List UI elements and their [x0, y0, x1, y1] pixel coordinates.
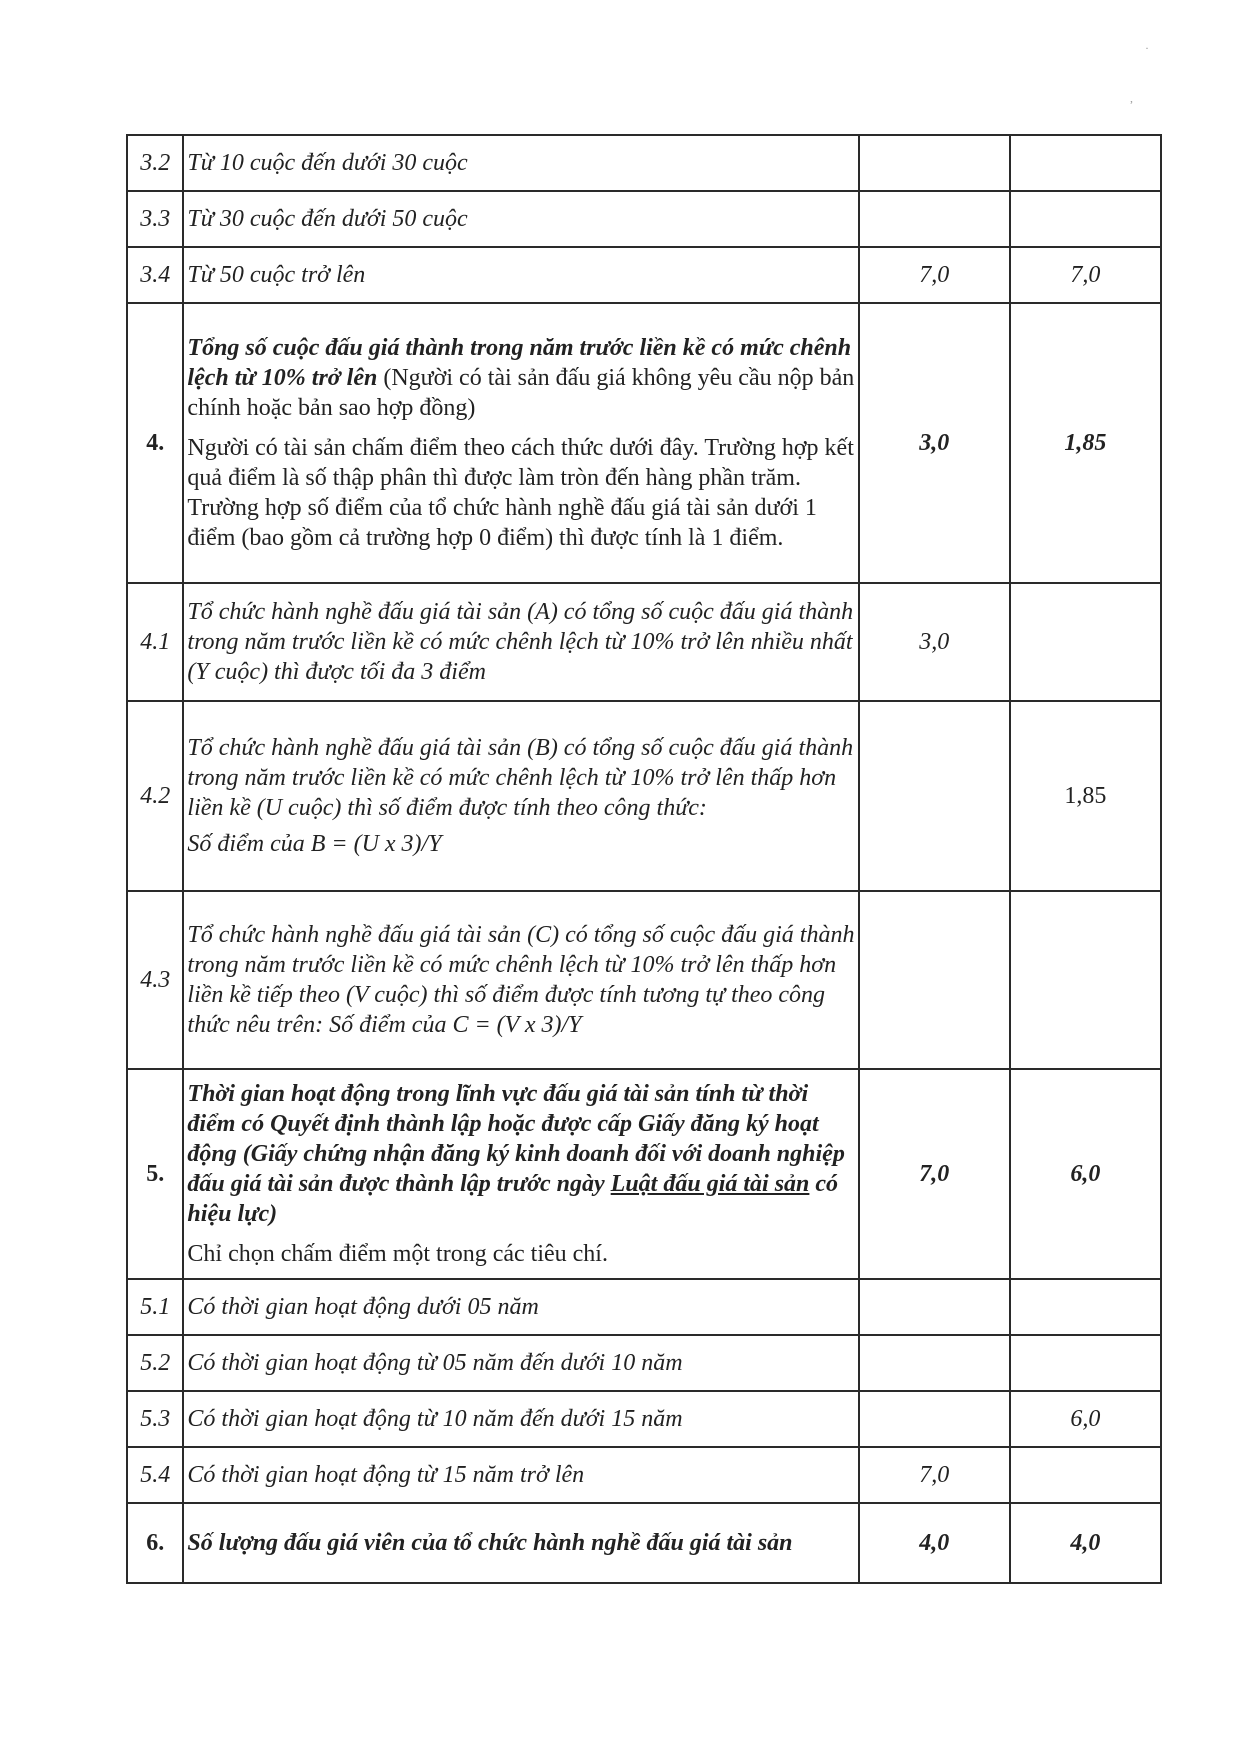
- awarded-score: [1010, 191, 1161, 247]
- row-number: 4.3: [127, 891, 183, 1069]
- table-row: [127, 1279, 1161, 1335]
- criterion-title-part: có hiệu lực): [187, 1171, 839, 1227]
- max-score: [859, 701, 1010, 891]
- max-score: [859, 1391, 1010, 1447]
- table-row: [127, 891, 1161, 1069]
- criterion-note: (Người có tài sản đấu giá không yêu cầu nộp bản chính hoặc bản sao hợp đồng): [187, 365, 855, 421]
- awarded-score: [1010, 1279, 1161, 1335]
- awarded-score: 6,0: [1010, 1391, 1161, 1447]
- criterion-text: Tổ chức hành nghề đấu giá tài sản (C) có tổng số cuộc đấu giá thành trong năm trước liền kề có mức chênh lệch từ 10% trở lên thấp hơn liền kề tiếp theo (V cuộc) thì số điểm được tính tương tự theo công thức nêu trên: Số điểm của C = (V x 3)/Y: [183, 891, 858, 1069]
- max-score: [859, 1279, 1010, 1335]
- table-row: [127, 135, 1161, 191]
- scan-speck: ,: [1130, 91, 1133, 105]
- criterion-body: Người có tài sản chấm điểm theo cách thức dưới đây. Trường hợp kết quả điểm là số thập phân thì được làm tròn đến hàng phần trăm. Trường hợp số điểm của tổ chức hành nghề đấu giá tài sản dưới 1 điểm (bao gồm cả trường hợp 0 điểm) thì được tính là 1 điểm.: [187, 435, 854, 551]
- criterion-heading: [187, 333, 855, 423]
- row-number: 5.2: [127, 1335, 183, 1391]
- criterion-text: Có thời gian hoạt động từ 10 năm đến dưới 15 năm: [183, 1391, 858, 1447]
- criterion-title: Tổng số cuộc đấu giá thành trong năm trước liền kề có mức chênh lệch từ 10% trở lên: [187, 335, 852, 391]
- row-number: 6.: [127, 1503, 183, 1583]
- criterion-title-part: Thời gian hoạt động trong lĩnh vực đấu giá tài sản tính từ thời điểm có Quyết định thành lập hoặc được cấp Giấy đăng ký hoạt động (Giấy chứng nhận đăng ký kinh doanh đối với doanh nghiệp đấu giá tài sản được thành lập trước ngày: [187, 1081, 845, 1197]
- table-row: [127, 1335, 1161, 1391]
- max-score: [859, 891, 1010, 1069]
- row-number: 4.1: [127, 583, 183, 701]
- awarded-score: [1010, 891, 1161, 1069]
- awarded-score: 4,0: [1010, 1503, 1161, 1583]
- row-number: 5.4: [127, 1447, 183, 1503]
- scoring-table: [126, 134, 1162, 1584]
- row-number: 3.4: [127, 247, 183, 303]
- awarded-score: 1,85: [1010, 701, 1161, 891]
- row-number: 5.1: [127, 1279, 183, 1335]
- table-row: [127, 583, 1161, 701]
- criterion-title: [187, 1079, 855, 1229]
- row-number: 3.3: [127, 191, 183, 247]
- scan-speck: ·: [1145, 41, 1149, 55]
- row-number: 4.: [127, 303, 183, 583]
- criterion-text: Có thời gian hoạt động dưới 05 năm: [183, 1279, 858, 1335]
- max-score: 7,0: [859, 1447, 1010, 1503]
- max-score: 7,0: [859, 247, 1010, 303]
- criterion-body: Chỉ chọn chấm điểm một trong các tiêu chí.: [187, 1241, 608, 1267]
- awarded-score: 7,0: [1010, 247, 1161, 303]
- criterion-text: Có thời gian hoạt động từ 05 năm đến dưới 10 năm: [183, 1335, 858, 1391]
- table-row: [127, 1447, 1161, 1503]
- awarded-score: 1,85: [1010, 303, 1161, 583]
- max-score: [859, 135, 1010, 191]
- criterion-cell: [183, 303, 858, 583]
- criterion-text: Từ 10 cuộc đến dưới 30 cuộc: [183, 135, 858, 191]
- max-score: [859, 191, 1010, 247]
- criterion-text: Từ 30 cuộc đến dưới 50 cuộc: [183, 191, 858, 247]
- law-name: Luật đấu giá tài sản: [610, 1171, 810, 1197]
- criterion-cell: [183, 1069, 858, 1279]
- table-row: [127, 247, 1161, 303]
- awarded-score: [1010, 1447, 1161, 1503]
- criterion-text: Từ 50 cuộc trở lên: [183, 247, 858, 303]
- criterion-formula: Số điểm của B = (U x 3)/Y: [187, 831, 442, 857]
- max-score: 7,0: [859, 1069, 1010, 1279]
- criterion-text: Có thời gian hoạt động từ 15 năm trở lên: [183, 1447, 858, 1503]
- row-number: 5.: [127, 1069, 183, 1279]
- awarded-score: 6,0: [1010, 1069, 1161, 1279]
- table-row: [127, 1503, 1161, 1583]
- max-score: 3,0: [859, 303, 1010, 583]
- criterion-cell: [183, 701, 858, 891]
- table-row: [127, 1391, 1161, 1447]
- row-number: 3.2: [127, 135, 183, 191]
- criterion-text: Tổ chức hành nghề đấu giá tài sản (B) có tổng số cuộc đấu giá thành trong năm trước liền kề có mức chênh lệch từ 10% trở lên thấp hơn liền kề (U cuộc) thì số điểm được tính theo công thức:: [187, 735, 854, 821]
- table-row: [127, 191, 1161, 247]
- table-row: [127, 1069, 1161, 1279]
- awarded-score: [1010, 583, 1161, 701]
- row-number: 5.3: [127, 1391, 183, 1447]
- awarded-score: [1010, 135, 1161, 191]
- max-score: [859, 1335, 1010, 1391]
- table-row: [127, 303, 1161, 583]
- row-number: 4.2: [127, 701, 183, 891]
- criterion-text: Tổ chức hành nghề đấu giá tài sản (A) có tổng số cuộc đấu giá thành trong năm trước liền kề có mức chênh lệch từ 10% trở lên nhiều nhất (Y cuộc) thì được tối đa 3 điểm: [183, 583, 858, 701]
- max-score: 3,0: [859, 583, 1010, 701]
- table-row: [127, 701, 1161, 891]
- awarded-score: [1010, 1335, 1161, 1391]
- criterion-title: Số lượng đấu giá viên của tổ chức hành nghề đấu giá tài sản: [183, 1503, 858, 1583]
- max-score: 4,0: [859, 1503, 1010, 1583]
